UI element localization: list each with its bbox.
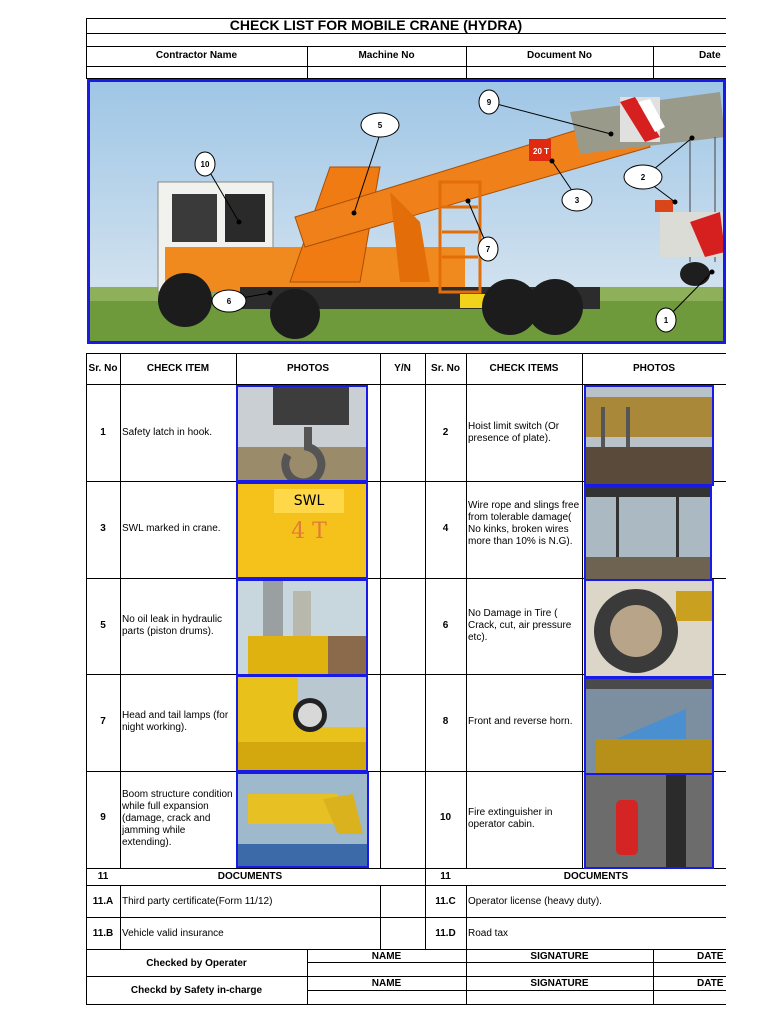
row-10-item: Fire extinguisher in operator cabin. [468, 807, 553, 830]
safety-date-field[interactable] [654, 991, 726, 1004]
contractor-name-header: Contractor Name [155, 50, 238, 61]
col-header-check-items-2: CHECK ITEMS [489, 363, 559, 374]
checked-by-operator-label: Checked by Operater [146, 958, 247, 969]
safety-signature-field[interactable] [467, 991, 653, 1004]
row-9-number: 9 [100, 812, 106, 823]
row-3-number: 3 [100, 523, 106, 534]
photo-tire [584, 579, 714, 678]
callout-2-label: 2 [640, 173, 646, 182]
row-10-number: 10 [439, 812, 452, 823]
callout-1-label: 1 [663, 316, 669, 325]
doc-11c-number: 11.C [435, 896, 456, 907]
doc-11a-number: 11.A [92, 896, 114, 907]
row-1-item: Safety latch in hook. [122, 427, 213, 438]
name-label-operator: NAME [371, 951, 402, 962]
date-label-operator: DATE [697, 951, 724, 962]
photo-fire-extinguisher [584, 773, 714, 869]
checked-by-safety-label: Checkd by Safety in-charge [130, 985, 263, 996]
callout-5-label: 5 [377, 121, 383, 130]
operator-date-field[interactable] [654, 963, 726, 976]
callout-9-label: 9 [486, 98, 492, 107]
row-5-number: 5 [100, 620, 106, 631]
row-8-number: 8 [442, 716, 449, 727]
page-title: CHECK LIST FOR MOBILE CRANE (HYDRA) [229, 17, 523, 33]
documents-right-number: 11 [440, 871, 451, 882]
crane-plate-text: 20 T [533, 147, 550, 156]
photo-hoist-limit-switch [584, 385, 714, 486]
photo-horn [584, 677, 714, 777]
callout-3-label: 3 [574, 196, 580, 205]
col-header-check-item: CHECK ITEM [146, 363, 210, 374]
row-9-item: Boom structure condition while full expansion (damage, crack and jamming while extending). [122, 789, 233, 848]
operator-signature-field[interactable] [467, 963, 653, 976]
row-3-item: SWL marked in crane. [122, 523, 221, 534]
yn-cell-7[interactable] [381, 675, 425, 771]
yn-cell-1[interactable] [381, 385, 425, 481]
crane-illustration [90, 82, 726, 344]
safety-name-field[interactable] [308, 991, 466, 1004]
photo-wire-rope [584, 485, 712, 582]
doc-11b-number: 11.B [92, 928, 114, 939]
documents-left-number: 11 [97, 871, 109, 882]
row-7-item: Head and tail lamps (for night working). [122, 710, 229, 733]
yn-cell-9[interactable] [381, 772, 425, 868]
operator-name-field[interactable] [308, 963, 466, 976]
date-header: Date [699, 50, 721, 61]
doc-11a-text: Third party certificate(Form 11/12) [122, 896, 273, 907]
doc-11c-text: Operator license (heavy duty). [468, 896, 602, 907]
row-6-item: No Damage in Tire ( Crack, cut, air pressure etc). [468, 608, 572, 643]
col-header-srno: Sr. No [88, 363, 118, 374]
yn-cell-5[interactable] [381, 579, 425, 674]
document-no-header: Document No [527, 50, 592, 61]
machine-no-header: Machine No [358, 50, 415, 61]
date-label-safety: DATE [697, 978, 724, 989]
swl-label: SWL [274, 489, 344, 513]
signature-label-safety: SIGNATURE [530, 978, 589, 989]
row-4-item: Wire rope and slings free from tolerable damage( No kinks, broken wires more than 10% is N.G). [468, 500, 580, 547]
photo-hydraulic-piston [236, 579, 368, 676]
yn-cell-3[interactable] [381, 482, 425, 578]
doc-11b-text: Vehicle valid insurance [122, 928, 224, 939]
row-6-number: 6 [442, 620, 449, 631]
callout-7-label: 7 [485, 245, 491, 254]
col-header-photos: PHOTOS [286, 363, 330, 374]
col-header-photos-2: PHOTOS [632, 363, 676, 374]
callout-6-label: 6 [226, 297, 232, 306]
swl-value: 4 T [291, 519, 327, 544]
row-7-number: 7 [100, 716, 106, 727]
row-2-number: 2 [442, 427, 449, 438]
photo-head-lamp [236, 675, 368, 772]
documents-left-heading: DOCUMENTS [217, 871, 283, 882]
row-8-item: Front and reverse horn. [468, 716, 573, 727]
documents-right-heading: DOCUMENTS [563, 871, 629, 882]
crane-diagram [87, 79, 726, 344]
doc-11d-number: 11.D [435, 928, 456, 939]
signature-label-operator: SIGNATURE [530, 951, 589, 962]
doc-11d-text: Road tax [468, 928, 509, 939]
row-5-item: No oil leak in hydraulic parts (piston drums). [122, 614, 223, 637]
photo-boom-structure [236, 772, 369, 868]
photo-safety-latch-hook [236, 385, 368, 482]
row-1-number: 1 [100, 427, 106, 438]
col-header-yn: Y/N [394, 363, 411, 374]
photo-swl-marking [236, 482, 368, 579]
name-label-safety: NAME [371, 978, 402, 989]
row-4-number: 4 [442, 523, 449, 534]
callout-10-label: 10 [200, 160, 210, 169]
col-header-srno-2: Sr. No [431, 363, 460, 374]
row-2-item: Hoist limit switch (Or presence of plate). [468, 421, 560, 444]
